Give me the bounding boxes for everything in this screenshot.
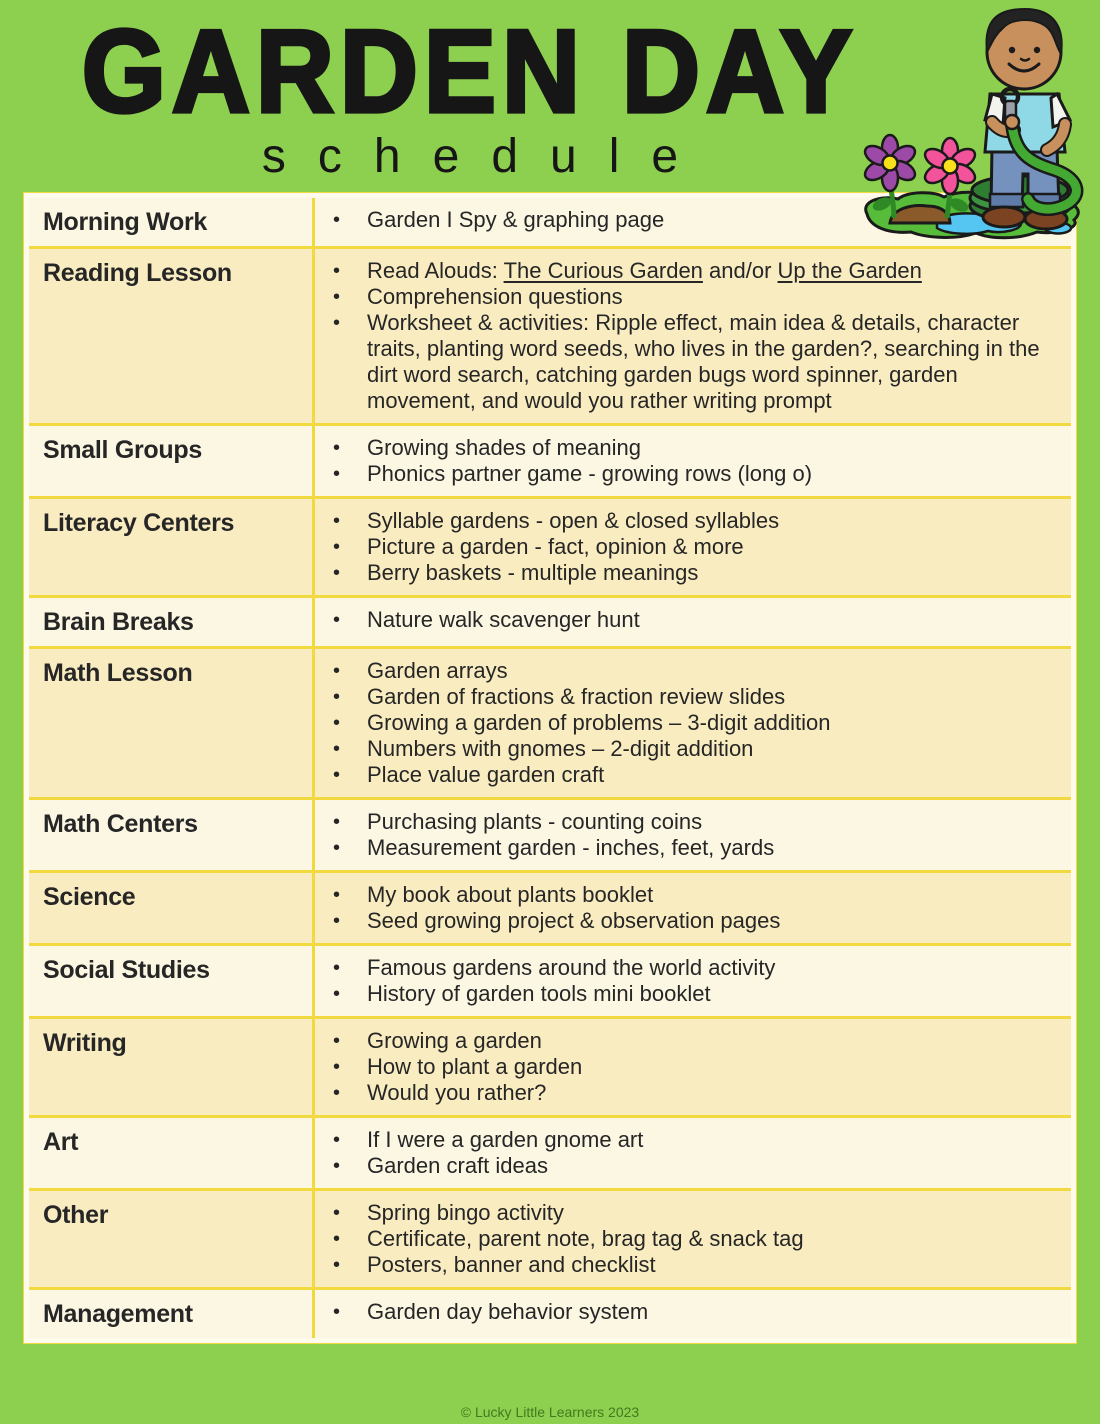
bullet-icon: • [333,536,341,559]
row-label: Management [43,1300,193,1329]
text-segment: Numbers with gnomes – 2-digit addition [367,736,754,762]
bullet-icon: • [333,738,341,761]
row-label: Math Centers [43,810,198,839]
schedule-item-text [367,284,1055,310]
text-segment: Garden day behavior system [367,1299,649,1325]
table-row [29,870,1071,943]
text-segment: Growing a garden of problems – 3-digit addition [367,710,831,736]
row-items-cell [312,499,1071,595]
bullet-icon: • [333,712,341,735]
schedule-item-text [367,1080,1055,1106]
schedule-item [315,908,1055,934]
row-items-cell [312,426,1071,496]
row-label: Writing [43,1029,127,1058]
table-row [29,646,1071,797]
row-items-cell [312,598,1071,646]
bullet-icon: • [333,463,341,486]
bullet-icon: • [333,1030,341,1053]
schedule-item [315,284,1055,310]
row-label: Math Lesson [43,659,193,688]
bullet-icon: • [333,1129,341,1152]
table-row [29,496,1071,595]
schedule-item-text [367,258,1055,284]
schedule-item [315,955,1055,981]
flower-pink-icon [922,138,978,194]
text-segment: Garden arrays [367,658,508,684]
bullet-icon: • [333,562,341,585]
schedule-item [315,882,1055,908]
schedule-item [315,1153,1055,1179]
row-items-cell [312,1118,1071,1188]
schedule-item-text [367,310,1055,414]
bullet-icon: • [333,686,341,709]
table-row [29,1188,1071,1287]
row-label: Small Groups [43,436,202,465]
table-row [29,595,1071,646]
schedule-item-text [367,560,1055,586]
text-segment: and/or [702,258,778,284]
text-segment: Growing a garden [367,1028,542,1054]
row-label: Social Studies [43,956,210,985]
bullet-icon: • [333,1202,341,1225]
boy-watering-garden-clipart [842,2,1094,242]
bullet-icon: • [333,260,341,283]
row-label: Morning Work [43,208,207,237]
row-items-cell [312,873,1071,943]
book-title-underlined: Up the Garden [777,258,922,284]
text-segment: Syllable gardens - open & closed syllables [367,508,780,534]
footer-credit: © Lucky Little Learners 2023 [460,1404,640,1420]
schedule-item-text [367,736,1055,762]
row-label-cell [29,426,312,496]
bullet-icon: • [333,510,341,533]
schedule-item [315,1252,1055,1278]
bullet-icon: • [333,1301,341,1324]
schedule-item-text [367,955,1055,981]
table-row [29,1115,1071,1188]
row-label-cell [29,649,312,797]
text-segment: Purchasing plants - counting coins [367,809,703,835]
header [0,0,940,184]
bullet-icon: • [333,983,341,1006]
table-row [29,1287,1071,1338]
schedule-item [315,1080,1055,1106]
text-segment: Seed growing project & observation pages [367,908,781,934]
row-items-cell [312,649,1071,797]
bullet-icon: • [333,312,341,335]
schedule-item-text [367,882,1055,908]
schedule-item-text [367,1127,1055,1153]
schedule-item-text [367,762,1055,788]
schedule-item [315,310,1055,414]
text-segment: Nature walk scavenger hunt [367,607,640,633]
schedule-item-text [367,1028,1055,1054]
table-row [29,797,1071,870]
schedule-item [315,809,1055,835]
table-row [29,1016,1071,1115]
row-label-cell [29,598,312,646]
row-label-cell [29,1019,312,1115]
schedule-item-text [367,1200,1055,1226]
bullet-icon: • [333,1056,341,1079]
row-label: Brain Breaks [43,608,194,637]
bullet-icon: • [333,1155,341,1178]
schedule-item [315,658,1055,684]
schedule-item [315,435,1055,461]
text-segment: Garden craft ideas [367,1153,548,1179]
text-segment: How to plant a garden [367,1054,583,1080]
bullet-icon: • [333,811,341,834]
text-segment: If I were a garden gnome art [367,1127,644,1153]
text-segment: Read Alouds: [367,258,504,284]
text-segment: History of garden tools mini booklet [367,981,711,1007]
schedule-item-text [367,809,1055,835]
text-segment: Certificate, parent note, brag tag & snack tag [367,1226,804,1252]
schedule-item-text [367,1054,1055,1080]
bullet-icon: • [333,837,341,860]
row-label-cell [29,249,312,423]
schedule-item-text [367,835,1055,861]
schedule-item-text [367,607,1055,633]
page-subtitle: schedule [261,130,711,184]
bullet-icon: • [333,437,341,460]
schedule-item [315,461,1055,487]
schedule-item [315,607,1055,633]
row-label-cell [29,198,312,246]
text-segment: Worksheet & activities: Ripple effect, main idea & details, character traits, planting word seeds, who lives in the garden?, searching in the dirt word search, catching garden bugs word spinner, garden movement, and would you rather writing prompt [367,310,1040,414]
row-label: Reading Lesson [43,259,232,288]
text-segment: My book about plants booklet [367,882,654,908]
row-label-cell [29,1118,312,1188]
schedule-item [315,981,1055,1007]
page-title: GARDEN DAY [81,5,859,137]
bullet-icon: • [333,209,341,232]
schedule-item-text [367,435,1055,461]
row-items-cell [312,800,1071,870]
row-items-cell [312,249,1071,423]
row-items-cell [312,946,1071,1016]
schedule-item [315,736,1055,762]
row-label-cell [29,946,312,1016]
text-segment: Measurement garden - inches, feet, yards [367,835,775,861]
bullet-icon: • [333,1228,341,1251]
text-segment: Spring bingo activity [367,1200,564,1226]
bullet-icon: • [333,764,341,787]
schedule-item-text [367,1226,1055,1252]
row-items-cell [312,1019,1071,1115]
row-label: Other [43,1201,109,1230]
row-items-cell [312,1191,1071,1287]
schedule-item-text [367,461,1055,487]
schedule-item-text [367,908,1055,934]
schedule-item [315,258,1055,284]
table-row [29,246,1071,423]
text-segment: Famous gardens around the world activity [367,955,776,981]
bullet-icon: • [333,286,341,309]
row-label-cell [29,873,312,943]
schedule-item [315,710,1055,736]
schedule-item [315,1299,1055,1325]
bullet-icon: • [333,1254,341,1277]
bullet-icon: • [333,957,341,980]
bullet-icon: • [333,609,341,632]
schedule-item [315,534,1055,560]
bullet-icon: • [333,1082,341,1105]
row-label: Science [43,883,136,912]
schedule-item-text [367,710,1055,736]
text-segment: Garden I Spy & graphing page [367,207,665,233]
text-segment: Garden of fractions & fraction review slides [367,684,786,710]
schedule-item [315,560,1055,586]
text-segment: Berry baskets - multiple meanings [367,560,699,586]
row-label-cell [29,499,312,595]
text-segment: Posters, banner and checklist [367,1252,656,1278]
row-label: Art [43,1128,79,1157]
schedule-item [315,508,1055,534]
text-segment: Phonics partner game - growing rows (long o) [367,461,813,487]
schedule-item [315,1054,1055,1080]
flower-purple-icon [862,135,918,191]
schedule-table [24,193,1076,1343]
schedule-item-text [367,1252,1055,1278]
text-segment: Comprehension questions [367,284,623,310]
text-segment: Picture a garden - fact, opinion & more [367,534,744,560]
row-label-cell [29,800,312,870]
schedule-item-text [367,1299,1055,1325]
bullet-icon: • [333,660,341,683]
bullet-icon: • [333,884,341,907]
table-row [29,943,1071,1016]
row-items-cell [312,1290,1071,1338]
schedule-item-text [367,684,1055,710]
row-label-cell [29,1290,312,1338]
row-label-cell [29,1191,312,1287]
text-segment: Growing shades of meaning [367,435,641,461]
schedule-item [315,684,1055,710]
schedule-item [315,1226,1055,1252]
text-segment: Would you rather? [367,1080,547,1106]
schedule-item [315,1200,1055,1226]
row-label: Literacy Centers [43,509,235,538]
book-title-underlined: The Curious Garden [503,258,703,284]
bullet-icon: • [333,910,341,933]
schedule-item [315,762,1055,788]
schedule-item [315,1127,1055,1153]
schedule-item-text [367,658,1055,684]
schedule-item-text [367,1153,1055,1179]
schedule-item [315,1028,1055,1054]
schedule-item-text [367,508,1055,534]
table-row [29,423,1071,496]
schedule-item-text [367,534,1055,560]
text-segment: Place value garden craft [367,762,605,788]
schedule-item-text [367,981,1055,1007]
schedule-item [315,835,1055,861]
